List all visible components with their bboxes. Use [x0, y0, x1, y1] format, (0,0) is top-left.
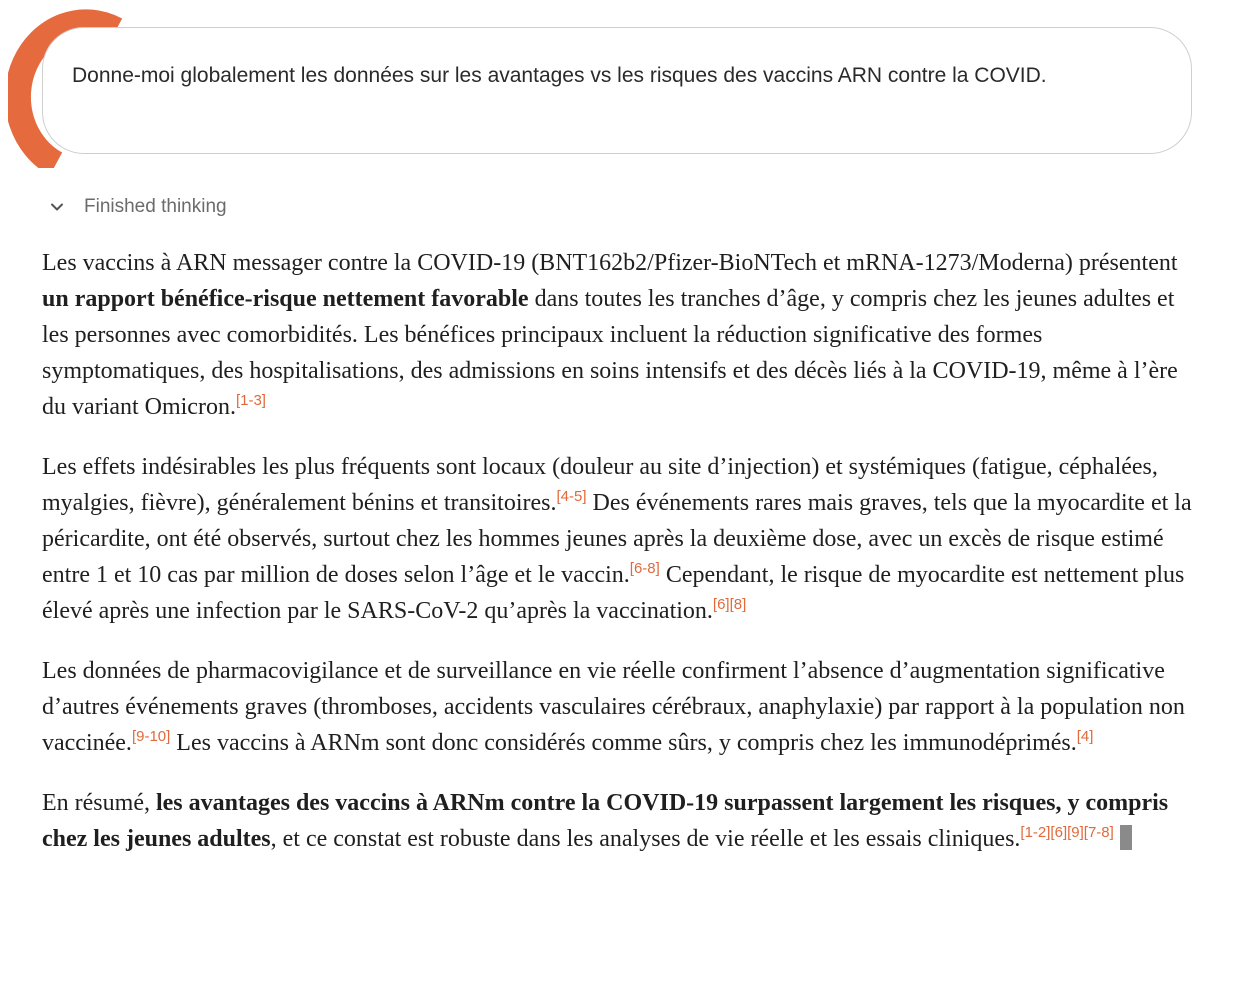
- citation-link[interactable]: [1-2][6][9][7-8]: [1020, 824, 1114, 841]
- user-message-text: Donne-moi globalement les données sur les avantages vs les risques des vaccins ARN contre la COVID.: [72, 64, 1047, 87]
- citation-link[interactable]: [4]: [1076, 728, 1094, 745]
- bold-phrase: les avantages des vaccins à ARNm contre la COVID-19 surpassent largement les risques, y compris chez les jeunes adultes: [42, 790, 1169, 852]
- streaming-cursor: [1120, 825, 1132, 850]
- answer-paragraph: Les vaccins à ARN messager contre la COVID-19 (BNT162b2/Pfizer-BioNTech et mRNA-1273/Moderna) présentent un rapport bénéfice-risque nettement favorable dans toutes les tranches d’âge, y compris chez les jeunes adultes et les personnes avec comorbidités. Les bénéfices principaux incluent la réduction significative des formes symptomatiques, des hospitalisations, des admissions en soins intensifs et des décès liés à la COVID-19, même à l’ère du variant Omicron.[1-3]: [42, 250, 1178, 420]
- assistant-answer: [42, 245, 1202, 881]
- answer-paragraph: Les effets indésirables les plus fréquents sont locaux (douleur au site d’injection) et systémiques (fatigue, céphalées, myalgies, fièvre), généralement bénins et transitoires.[4-5] Des événements rares mais graves, tels que la myocardite et la péricardite, ont été observés, surtout chez les hommes jeunes après la deuxième dose, avec un excès de risque estimé entre 1 et 10 cas par million de doses selon l’âge et le vaccin.[6-8] Cependant, le risque de myocardite est nettement plus élevé après une infection par le SARS-CoV-2 qu’après la vaccination.[6][8]: [42, 454, 1192, 624]
- citation-link[interactable]: [4-5]: [556, 488, 587, 505]
- answer-paragraph: Les données de pharmacovigilance et de surveillance en vie réelle confirment l’absence d’augmentation significative d’autres événements graves (thromboses, accidents vasculaires cérébraux, anaphylaxie) par rapport à la population non vaccinée.[9-10] Les vaccins à ARNm sont donc considérés comme sûrs, y compris chez les immunodéprimés.[4]: [42, 658, 1185, 756]
- thinking-toggle[interactable]: [46, 190, 227, 224]
- citation-link[interactable]: [6][8]: [712, 596, 747, 613]
- citation-link[interactable]: [9-10]: [131, 728, 171, 745]
- chevron-down-icon: [46, 196, 68, 218]
- citation-link[interactable]: [1-3]: [235, 392, 266, 409]
- bold-phrase: un rapport bénéfice-risque nettement favorable: [42, 286, 529, 312]
- answer-paragraph: En résumé, les avantages des vaccins à ARNm contre la COVID-19 surpassent largement les risques, y compris chez les jeunes adultes, et ce constat est robuste dans les analyses de vie réelle et les essais cliniques.[1-2][6][9][7-8]: [42, 790, 1169, 852]
- citation-link[interactable]: [6-8]: [629, 560, 660, 577]
- user-message-bubble: [42, 27, 1192, 154]
- thinking-label: Finished thinking: [84, 196, 227, 217]
